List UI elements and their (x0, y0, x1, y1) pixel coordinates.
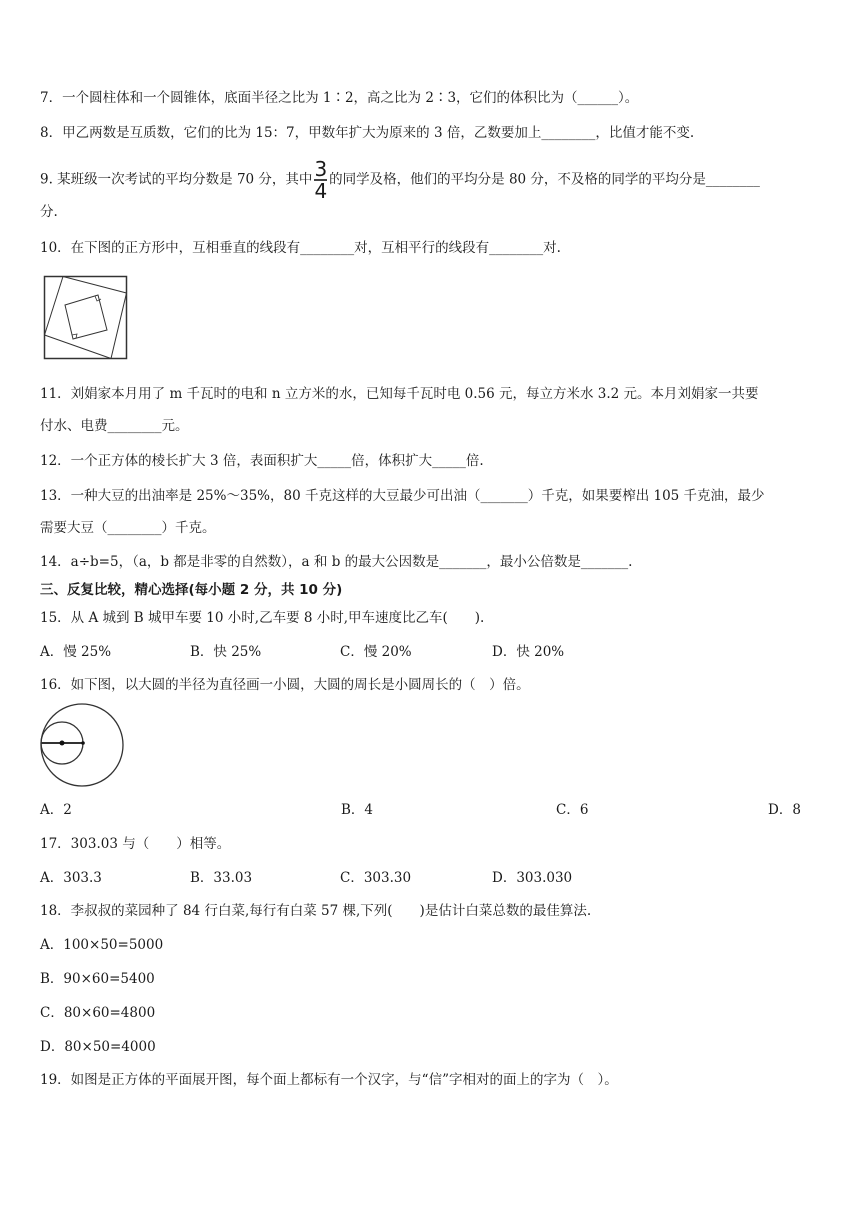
question-10: 10．在下图的正方形中，互相垂直的线段有________对，互相平行的线段有________对. (40, 240, 561, 256)
question-9-post: 的同学及格，他们的平均分是 80 分，不及格的同学的平均分是________ (329, 171, 760, 188)
q18-option-d[interactable]: D．80×50=4000 (40, 1039, 156, 1055)
question-18: 18．李叔叔的菜园种了 84 行白菜,每行有白菜 57 棵,下列( )是估计白菜总数的最佳算法. (40, 903, 592, 919)
fraction-denominator: 4 (314, 179, 328, 203)
q17-option-a[interactable]: A．303.3 (40, 870, 102, 886)
question-11-line2: 付水、电费________元。 (40, 418, 189, 434)
q16-option-c[interactable]: C．6 (556, 802, 589, 818)
q18-option-c[interactable]: C．80×60=4800 (40, 1005, 156, 1021)
q17-option-c[interactable]: C．303.30 (340, 870, 412, 886)
question-9-pre: 9. 某班级一次考试的平均分数是 70 分，其中 (40, 171, 313, 188)
square-figure (43, 275, 129, 361)
q15-option-b[interactable]: B．快 25% (190, 644, 262, 660)
fraction-numerator: 3 (314, 157, 328, 181)
q16-option-a[interactable]: A．2 (40, 802, 72, 818)
q16-option-b[interactable]: B．4 (341, 802, 374, 818)
question-13-line1: 13．一种大豆的出油率是 25%～35%，80 千克这样的大豆最少可出油（_______）千克，如果要榨出 105 千克油，最少 (40, 488, 765, 504)
q18-option-a[interactable]: A．100×50=5000 (40, 937, 164, 953)
question-9 (40, 157, 760, 203)
q17-option-d[interactable]: D．303.030 (492, 870, 573, 886)
question-9-tail: 分. (40, 204, 58, 220)
circles-figure (38, 700, 128, 790)
fraction-three-quarters (314, 157, 328, 203)
q15-option-c[interactable]: C．慢 20% (340, 644, 412, 660)
q17-option-b[interactable]: B．33.03 (190, 870, 253, 886)
question-19: 19．如图是正方体的平面展开图，每个面上都标有一个汉字，与“信”字相对的面上的字为（ ）。 (40, 1072, 618, 1088)
q18-option-b[interactable]: B．90×60=5400 (40, 971, 155, 987)
question-7: 7．一个圆柱体和一个圆锥体，底面半径之比为 1∶2，高之比为 2∶3，它们的体积比为（______）。 (40, 90, 639, 106)
question-12: 12．一个正方体的棱长扩大 3 倍，表面积扩大_____倍，体积扩大_____倍. (40, 453, 484, 469)
section-3-heading: 三、反复比较，精心选择(每小题 2 分，共 10 分) (40, 582, 343, 598)
question-8: 8．甲乙两数是互质数，它们的比为 15：7，甲数年扩大为原来的 3 倍，乙数要加上________，比值才能不变. (40, 125, 695, 141)
question-14: 14．a÷b=5，（a，b 都是非零的自然数），a 和 b 的最大公因数是_______，最小公倍数是_______. (40, 554, 633, 570)
q15-option-d[interactable]: D．快 20% (492, 644, 565, 660)
question-16: 16．如下图，以大圆的半径为直径画一小圆，大圆的周长是小圆周长的（ ）倍。 (40, 677, 530, 693)
question-11-line1: 11．刘娟家本月用了 m 千瓦时的电和 n 立方米的水，已知每千瓦时电 0.56 元，每立方米水 3.2 元。本月刘娟家一共要 (40, 386, 759, 402)
q16-option-d[interactable]: D．8 (768, 802, 801, 818)
question-15: 15．从 A 城到 B 城甲车要 10 小时,乙车要 8 小时,甲车速度比乙车( ). (40, 610, 485, 626)
q15-option-a[interactable]: A．慢 25% (40, 644, 112, 660)
question-13-line2: 需要大豆（________）千克。 (40, 520, 216, 536)
question-17: 17．303.03 与（ ）相等。 (40, 836, 231, 852)
